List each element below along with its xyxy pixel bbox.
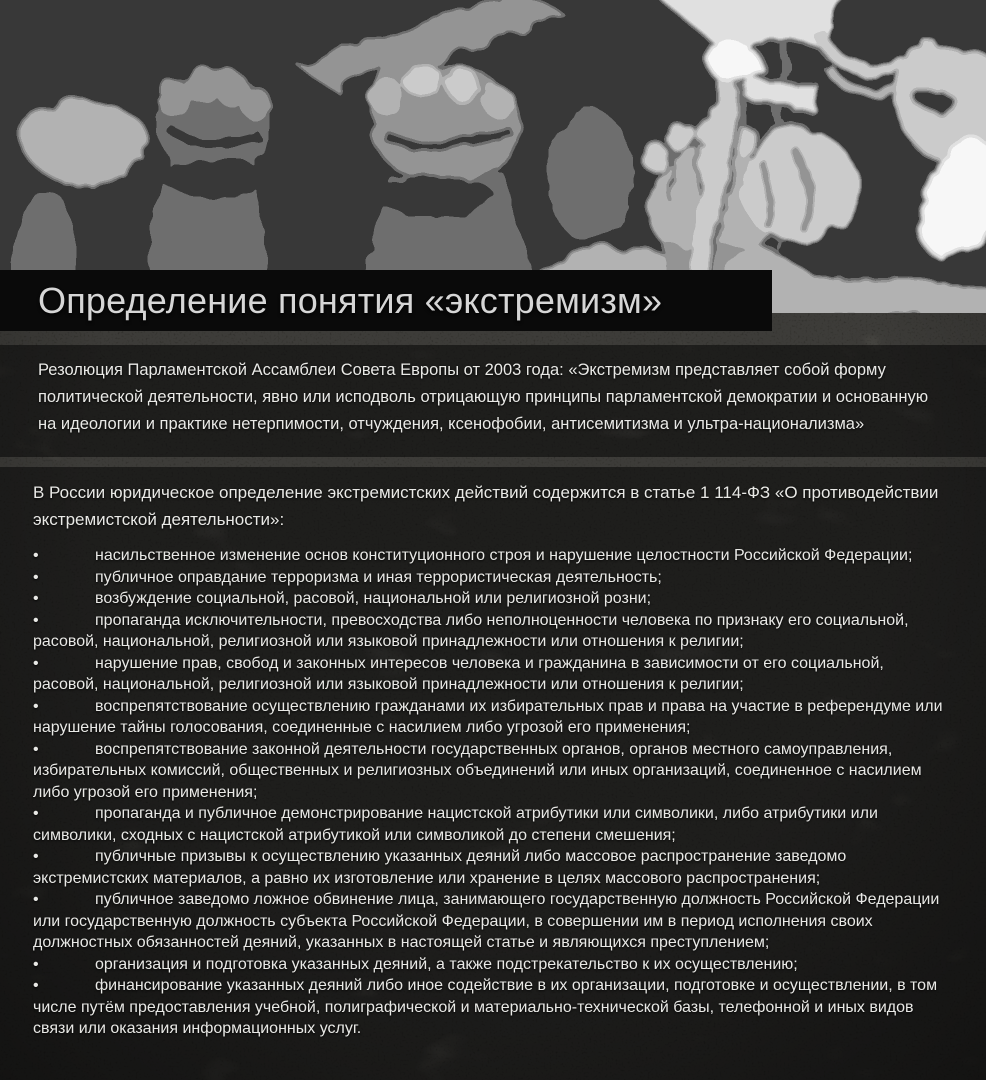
law-intro-text: В России юридическое определение экстремистских действий содержится в статье 1 114-ФЗ «О противодействии экстремистской деятельности»: — [33, 483, 939, 529]
law-item — [33, 653, 950, 696]
law-item — [33, 696, 950, 739]
page-title: Определение понятия «экстремизм» — [38, 279, 663, 321]
law-item-text: публичные призывы к осуществлению указанных деяний либо массовое распространение заведомо экстремистских материалов, а равно их изготовление или хранение в целях массового распространения; — [33, 848, 847, 887]
law-item-text: организация и подготовка указанных деяний, а также подстрекательство к их осуществлению; — [95, 955, 798, 973]
bullet-marker: • — [33, 654, 39, 672]
bullet-marker: • — [33, 977, 39, 994]
law-item-text: воспрепятствование законной деятельности государственных органов, органов местного самоуправления, избирательных комиссий, общественных и религиозных объединений или иных организаций, соединенное с насилием либо угрозой его применения; — [33, 740, 922, 801]
law-item-text: публичное заведомо ложное обвинение лица, занимающего государственную должность Российской Федерации или государственную должность субъекта Российской Федерации, в совершении им в период исполнения своих должностных обязанностей деяний, указанных в настоящей статье и являющихся преступлением; — [33, 891, 940, 951]
bullet-marker: • — [33, 697, 39, 715]
bullet-marker: • — [33, 611, 39, 629]
intro-text: Резолюция Парламентской Ассамблеи Совета Европы от 2003 года: «Экстремизм представляет собой форму политической деятельности, явно или исподволь отрицающую принципы парламентской демократии и основанную на идеологии и практике нетерпимости, отчуждения, ксенофобии, антисемитизма и ультра-национализма» — [38, 361, 929, 433]
bullet-marker: • — [33, 740, 39, 758]
intro-panel — [0, 345, 986, 457]
law-item-text: пропаганда исключительности, превосходства либо неполноценности человека по признаку его социальной, расовой, национальной, религиозной или языковой принадлежности или отношения к религии; — [33, 611, 909, 650]
raised-fists-photo — [0, 0, 986, 313]
law-item — [33, 846, 950, 889]
law-item — [33, 889, 950, 954]
law-item-text: нарушение прав, свобод и законных интересов человека и гражданина в зависимости от его социальной, расовой, национальной, религиозной или языковой принадлежности или отношения к религии; — [33, 654, 884, 693]
bullet-marker: • — [33, 568, 39, 586]
law-item — [33, 739, 950, 804]
law-item-text: публичное оправдание терроризма и иная террористическая деятельность; — [95, 568, 662, 586]
law-item-text: пропаганда и публичное демонстрирование нацистской атрибутики или символики, либо атрибутики или символики, сходных с нацистской атрибутикой или символикой до степени смешения; — [33, 805, 878, 844]
law-list — [33, 545, 950, 1040]
law-item — [33, 803, 950, 846]
bullet-marker: • — [33, 805, 39, 822]
law-item — [33, 954, 950, 976]
bullet-marker: • — [33, 590, 39, 607]
law-panel — [0, 467, 986, 1080]
law-item-text: воспрепятствование осуществлению гражданами их избирательных прав и права на участие в референдуме или нарушение тайны голосования, соединенные с насилием либо угрозой его применения; — [33, 697, 943, 736]
law-item-text: насильственное изменение основ конституционного строя и нарушение целостности Российской Федерации; — [95, 547, 913, 564]
law-item-text: финансирование указанных деяний либо иное содействие в их организации, подготовке и осуществлении, в том числе путём предоставления учебной, полиграфической и материально-технической базы, телефонной и иных видов связи или оказания информационных услуг. — [33, 977, 938, 1037]
bullet-marker: • — [33, 891, 39, 908]
law-item — [33, 610, 950, 653]
bullet-marker: • — [33, 955, 39, 973]
bullet-marker: • — [33, 547, 39, 564]
law-item — [33, 567, 950, 589]
title-bar — [0, 270, 772, 331]
law-item-text: возбуждение социальной, расовой, национальной или религиозной розни; — [95, 590, 652, 607]
bullet-marker: • — [33, 848, 39, 865]
law-item — [33, 545, 950, 567]
law-item — [33, 975, 950, 1040]
law-item — [33, 588, 950, 610]
